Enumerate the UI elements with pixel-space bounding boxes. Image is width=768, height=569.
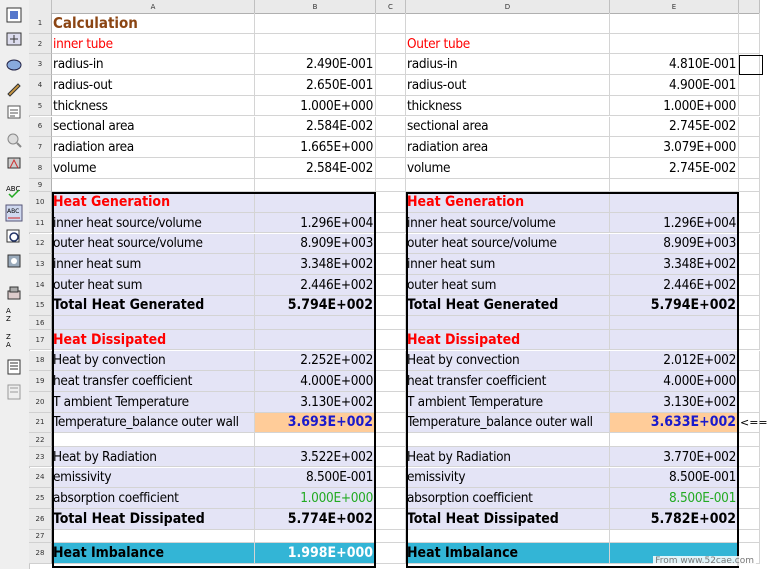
sheet-row-18 bbox=[29, 351, 760, 372]
cell-e19[interactable]: 4.000E+000 bbox=[610, 371, 739, 392]
cell-b25[interactable]: 1.000E+000 bbox=[255, 488, 376, 509]
cell-a6[interactable]: sectional area bbox=[52, 117, 255, 138]
column-header-f[interactable] bbox=[739, 0, 760, 13]
cell-a9[interactable] bbox=[52, 179, 255, 193]
cell-c24[interactable] bbox=[376, 468, 406, 489]
row-header[interactable]: 27 bbox=[29, 530, 52, 544]
sheet-row-22 bbox=[29, 433, 760, 447]
sheet-row-26 bbox=[29, 509, 760, 530]
cell-b4[interactable]: 2.650E-001 bbox=[255, 75, 376, 96]
cell-a8[interactable]: volume bbox=[52, 158, 255, 179]
cell-d20[interactable]: T ambient Temperature bbox=[406, 392, 610, 413]
cell-a25[interactable]: absorption coefficient bbox=[52, 488, 255, 509]
cell-c23[interactable] bbox=[376, 447, 406, 468]
sheet-row-7 bbox=[29, 137, 760, 158]
cell-c27[interactable] bbox=[376, 530, 406, 544]
sheet-row-2 bbox=[29, 34, 760, 55]
cell-b10[interactable] bbox=[255, 192, 376, 213]
cell-a2[interactable]: inner tube bbox=[52, 34, 255, 55]
cell-d5[interactable]: thickness bbox=[406, 96, 610, 117]
cell-e5[interactable]: 1.000E+000 bbox=[610, 96, 739, 117]
svg-text:ABC: ABC bbox=[7, 208, 20, 215]
cell-f27[interactable] bbox=[739, 530, 760, 544]
cell-d11[interactable]: inner heat source/volume bbox=[406, 213, 610, 234]
row-header[interactable]: 15 bbox=[29, 296, 52, 317]
cell-e20[interactable]: 3.130E+002 bbox=[610, 392, 739, 413]
column-header-bar bbox=[29, 0, 760, 14]
cell-b1[interactable] bbox=[255, 13, 376, 34]
sheet-row-19 bbox=[29, 371, 760, 392]
cell-d28[interactable]: Heat Imbalance bbox=[406, 543, 610, 564]
row-header[interactable]: 6 bbox=[29, 117, 52, 138]
cell-c10[interactable] bbox=[376, 192, 406, 213]
cell-f7[interactable] bbox=[739, 137, 760, 158]
draw-icon[interactable] bbox=[4, 79, 24, 97]
cell-f25[interactable] bbox=[739, 488, 760, 509]
cell-c22[interactable] bbox=[376, 433, 406, 447]
cell-b8[interactable]: 2.584E-002 bbox=[255, 158, 376, 179]
cell-a14[interactable]: outer heat sum bbox=[52, 275, 255, 296]
cell-d3[interactable]: radius-in bbox=[406, 54, 610, 75]
row-header[interactable]: 8 bbox=[29, 158, 52, 179]
row-header[interactable]: 24 bbox=[29, 468, 52, 489]
cell-a27[interactable] bbox=[52, 530, 255, 544]
sheet-row-24 bbox=[29, 468, 760, 489]
cell-f11[interactable] bbox=[739, 213, 760, 234]
cell-c3[interactable] bbox=[376, 54, 406, 75]
cell-c12[interactable] bbox=[376, 234, 406, 255]
cell-f26[interactable] bbox=[739, 509, 760, 530]
cell-b15[interactable]: 5.794E+002 bbox=[255, 296, 376, 317]
cell-d12[interactable]: outer heat source/volume bbox=[406, 234, 610, 255]
cell-b17[interactable] bbox=[255, 330, 376, 351]
cell-b26[interactable]: 5.774E+002 bbox=[255, 509, 376, 530]
cell-e6[interactable]: 2.745E-002 bbox=[610, 117, 739, 138]
functions-icon[interactable] bbox=[4, 358, 24, 376]
cell-e2[interactable] bbox=[610, 34, 739, 55]
cell-e12[interactable]: 8.909E+003 bbox=[610, 234, 739, 255]
cell-d6[interactable]: sectional area bbox=[406, 117, 610, 138]
cell-d26[interactable]: Total Heat Dissipated bbox=[406, 509, 610, 530]
active-cell-cursor[interactable] bbox=[739, 55, 763, 75]
cell-e26[interactable]: 5.782E+002 bbox=[610, 509, 739, 530]
column-header-d[interactable]: D bbox=[406, 0, 610, 13]
cell-b13[interactable]: 3.348E+002 bbox=[255, 254, 376, 275]
zoom-icon[interactable] bbox=[4, 30, 24, 48]
cell-a11[interactable]: inner heat source/volume bbox=[52, 213, 255, 234]
cell-a5[interactable]: thickness bbox=[52, 96, 255, 117]
sheet-row-10 bbox=[29, 192, 760, 213]
cell-c9[interactable] bbox=[376, 179, 406, 193]
cell-a7[interactable]: radiation area bbox=[52, 137, 255, 158]
cell-a20[interactable]: T ambient Temperature bbox=[52, 392, 255, 413]
cell-d16[interactable] bbox=[406, 316, 610, 330]
gallery-icon[interactable] bbox=[4, 252, 24, 270]
cell-f20[interactable] bbox=[739, 392, 760, 413]
sheet-row-17 bbox=[29, 330, 760, 351]
cell-f19[interactable] bbox=[739, 371, 760, 392]
svg-text:Z: Z bbox=[6, 315, 11, 323]
cell-c1[interactable] bbox=[376, 13, 406, 34]
row-header[interactable]: 16 bbox=[29, 316, 52, 330]
cell-f4[interactable] bbox=[739, 75, 760, 96]
cell-f12[interactable] bbox=[739, 234, 760, 255]
row-header[interactable]: 28 bbox=[29, 543, 52, 564]
cell-c8[interactable] bbox=[376, 158, 406, 179]
spellcheck-icon[interactable] bbox=[4, 154, 24, 172]
row-header[interactable]: 19 bbox=[29, 371, 52, 392]
chart-icon[interactable] bbox=[4, 383, 24, 401]
cell-b23[interactable]: 3.522E+002 bbox=[255, 447, 376, 468]
find-icon[interactable] bbox=[4, 228, 24, 246]
column-header-e[interactable]: E bbox=[610, 0, 739, 13]
cell-e17[interactable] bbox=[610, 330, 739, 351]
cell-b28[interactable]: 1.998E+000 bbox=[255, 543, 376, 564]
cell-f1[interactable] bbox=[739, 13, 760, 34]
row-header[interactable]: 4 bbox=[29, 75, 52, 96]
cell-e10[interactable] bbox=[610, 192, 739, 213]
cell-c21[interactable] bbox=[376, 413, 406, 434]
watermark: From www.52cae.com bbox=[655, 556, 754, 566]
cell-a3[interactable]: radius-in bbox=[52, 54, 255, 75]
spreadsheet-grid[interactable] bbox=[29, 0, 768, 569]
row-header[interactable]: 11 bbox=[29, 213, 52, 234]
sheet-row-28 bbox=[29, 543, 760, 564]
cell-a18[interactable]: Heat by convection bbox=[52, 351, 255, 372]
cell-d18[interactable]: Heat by convection bbox=[406, 351, 610, 372]
cell-b18[interactable]: 2.252E+002 bbox=[255, 351, 376, 372]
svg-text:A: A bbox=[6, 341, 11, 349]
cell-e18[interactable]: 2.012E+002 bbox=[610, 351, 739, 372]
cell-e24[interactable]: 8.500E-001 bbox=[610, 468, 739, 489]
cell-e1[interactable] bbox=[610, 13, 739, 34]
row-header[interactable]: 13 bbox=[29, 254, 52, 275]
cell-a26[interactable]: Total Heat Dissipated bbox=[52, 509, 255, 530]
cell-b19[interactable]: 4.000E+000 bbox=[255, 371, 376, 392]
cell-f6[interactable] bbox=[739, 117, 760, 138]
cell-e13[interactable]: 3.348E+002 bbox=[610, 254, 739, 275]
cell-e7[interactable]: 3.079E+000 bbox=[610, 137, 739, 158]
shapes-icon[interactable] bbox=[4, 56, 24, 74]
svg-text:Z: Z bbox=[6, 333, 11, 341]
cell-a28[interactable]: Heat Imbalance bbox=[52, 543, 255, 564]
row-header[interactable]: 2 bbox=[29, 34, 52, 55]
cell-a4[interactable]: radius-out bbox=[52, 75, 255, 96]
cell-d8[interactable]: volume bbox=[406, 158, 610, 179]
cell-e8[interactable]: 2.745E-002 bbox=[610, 158, 739, 179]
select-all-corner[interactable] bbox=[29, 0, 52, 13]
cell-d15[interactable]: Total Heat Generated bbox=[406, 296, 610, 317]
cell-b7[interactable]: 1.665E+000 bbox=[255, 137, 376, 158]
arrow-note: <== bbox=[740, 416, 768, 429]
cell-b16[interactable] bbox=[255, 316, 376, 330]
cell-a21[interactable]: Temperature_balance outer wall bbox=[52, 413, 255, 434]
row-header[interactable]: 20 bbox=[29, 392, 52, 413]
cell-d25[interactable]: absorption coefficient bbox=[406, 488, 610, 509]
cell-c26[interactable] bbox=[376, 509, 406, 530]
cell-c15[interactable] bbox=[376, 296, 406, 317]
sheet-row-6 bbox=[29, 117, 760, 138]
cell-f5[interactable] bbox=[739, 96, 760, 117]
cell-d2[interactable]: Outer tube bbox=[406, 34, 610, 55]
cell-c11[interactable] bbox=[376, 213, 406, 234]
cell-d14[interactable]: outer heat sum bbox=[406, 275, 610, 296]
cell-f14[interactable] bbox=[739, 275, 760, 296]
svg-text:ABC: ABC bbox=[6, 185, 21, 193]
sheet-row-11 bbox=[29, 213, 760, 234]
cell-b12[interactable]: 8.909E+003 bbox=[255, 234, 376, 255]
cell-b5[interactable]: 1.000E+000 bbox=[255, 96, 376, 117]
cell-f2[interactable] bbox=[739, 34, 760, 55]
sheet-row-25 bbox=[29, 488, 760, 509]
row-header[interactable]: 22 bbox=[29, 433, 52, 447]
cell-d19[interactable]: heat transfer coefficient bbox=[406, 371, 610, 392]
cell-a10[interactable]: Heat Generation bbox=[52, 192, 255, 213]
row-header[interactable]: 17 bbox=[29, 330, 52, 351]
cell-f8[interactable] bbox=[739, 158, 760, 179]
svg-text:A: A bbox=[6, 307, 11, 315]
cell-d21[interactable]: Temperature_balance outer wall bbox=[406, 413, 610, 434]
cell-e11[interactable]: 1.296E+004 bbox=[610, 213, 739, 234]
cell-e15[interactable]: 5.794E+002 bbox=[610, 296, 739, 317]
column-header-c[interactable]: C bbox=[376, 0, 406, 13]
cell-b20[interactable]: 3.130E+002 bbox=[255, 392, 376, 413]
cell-e21[interactable]: 3.633E+002 bbox=[610, 413, 739, 434]
cell-e27[interactable] bbox=[610, 530, 739, 544]
cell-c2[interactable] bbox=[376, 34, 406, 55]
row-header[interactable]: 21 bbox=[29, 413, 52, 434]
cell-d9[interactable] bbox=[406, 179, 610, 193]
cell-d24[interactable]: emissivity bbox=[406, 468, 610, 489]
cell-d1[interactable] bbox=[406, 13, 610, 34]
row-header[interactable]: 1 bbox=[29, 13, 52, 34]
navigator-icon[interactable] bbox=[4, 6, 24, 24]
cell-e16[interactable] bbox=[610, 316, 739, 330]
cell-e9[interactable] bbox=[610, 179, 739, 193]
row-header[interactable]: 12 bbox=[29, 234, 52, 255]
cell-e3[interactable]: 4.810E-001 bbox=[610, 54, 739, 75]
sheet-row-15 bbox=[29, 296, 760, 317]
sheet-row-1 bbox=[29, 13, 760, 34]
cell-b27[interactable] bbox=[255, 530, 376, 544]
sheet-row-23 bbox=[29, 447, 760, 468]
cell-d13[interactable]: inner heat sum bbox=[406, 254, 610, 275]
row-header[interactable]: 5 bbox=[29, 96, 52, 117]
cell-b6[interactable]: 2.584E-002 bbox=[255, 117, 376, 138]
cell-c6[interactable] bbox=[376, 117, 406, 138]
cell-a24[interactable]: emissivity bbox=[52, 468, 255, 489]
cell-d10[interactable]: Heat Generation bbox=[406, 192, 610, 213]
cell-e25[interactable]: 8.500E-001 bbox=[610, 488, 739, 509]
cell-d4[interactable]: radius-out bbox=[406, 75, 610, 96]
cell-e4[interactable]: 4.900E-001 bbox=[610, 75, 739, 96]
cell-a1[interactable]: Calculation bbox=[52, 13, 255, 34]
sheet-row-3 bbox=[29, 54, 760, 75]
sheet-row-4 bbox=[29, 75, 760, 96]
cell-f13[interactable] bbox=[739, 254, 760, 275]
cell-d22[interactable] bbox=[406, 433, 610, 447]
cell-a16[interactable] bbox=[52, 316, 255, 330]
column-header-a[interactable]: A bbox=[52, 0, 255, 13]
cell-b9[interactable] bbox=[255, 179, 376, 193]
sheet-row-14 bbox=[29, 275, 760, 296]
row-header[interactable]: 10 bbox=[29, 192, 52, 213]
cell-f16[interactable] bbox=[739, 316, 760, 330]
row-header[interactable]: 14 bbox=[29, 275, 52, 296]
cell-c4[interactable] bbox=[376, 75, 406, 96]
cell-c19[interactable] bbox=[376, 371, 406, 392]
cell-d17[interactable]: Heat Dissipated bbox=[406, 330, 610, 351]
cell-e14[interactable]: 2.446E+002 bbox=[610, 275, 739, 296]
cell-b21[interactable]: 3.693E+002 bbox=[255, 413, 376, 434]
cell-a22[interactable] bbox=[52, 433, 255, 447]
cell-b3[interactable]: 2.490E-001 bbox=[255, 54, 376, 75]
row-header[interactable]: 25 bbox=[29, 488, 52, 509]
cell-b2[interactable] bbox=[255, 34, 376, 55]
autocorrect-icon[interactable] bbox=[4, 204, 24, 222]
cell-c25[interactable] bbox=[376, 488, 406, 509]
cell-a23[interactable]: Heat by Radiation bbox=[52, 447, 255, 468]
cell-a15[interactable]: Total Heat Generated bbox=[52, 296, 255, 317]
cell-e23[interactable]: 3.770E+002 bbox=[610, 447, 739, 468]
print-preview-icon[interactable] bbox=[4, 131, 24, 149]
cell-c13[interactable] bbox=[376, 254, 406, 275]
sheet-row-13 bbox=[29, 254, 760, 275]
cell-b24[interactable]: 8.500E-001 bbox=[255, 468, 376, 489]
sheet-row-20 bbox=[29, 392, 760, 413]
sheet-row-21 bbox=[29, 413, 760, 434]
cell-c14[interactable] bbox=[376, 275, 406, 296]
sort-descending-icon[interactable] bbox=[4, 331, 24, 349]
sort-ascending-icon[interactable] bbox=[4, 305, 24, 323]
tools-toolbar bbox=[0, 0, 30, 569]
row-header[interactable]: 18 bbox=[29, 351, 52, 372]
cell-f15[interactable] bbox=[739, 296, 760, 317]
cell-a12[interactable]: outer heat source/volume bbox=[52, 234, 255, 255]
insert-icon[interactable] bbox=[4, 103, 24, 121]
cell-c17[interactable] bbox=[376, 330, 406, 351]
sheet-row-9 bbox=[29, 179, 760, 193]
cell-a19[interactable]: heat transfer coefficient bbox=[52, 371, 255, 392]
cell-c28[interactable] bbox=[376, 543, 406, 564]
sheet-row-27 bbox=[29, 530, 760, 544]
cell-e22[interactable] bbox=[610, 433, 739, 447]
cell-f22[interactable] bbox=[739, 433, 760, 447]
cell-c7[interactable] bbox=[376, 137, 406, 158]
cell-f23[interactable] bbox=[739, 447, 760, 468]
column-header-b[interactable]: B bbox=[255, 0, 376, 13]
autospell-icon[interactable] bbox=[4, 181, 24, 199]
cell-b22[interactable] bbox=[255, 433, 376, 447]
cell-c16[interactable] bbox=[376, 316, 406, 330]
data-pilot-icon[interactable] bbox=[4, 285, 24, 303]
cell-a17[interactable]: Heat Dissipated bbox=[52, 330, 255, 351]
cell-c18[interactable] bbox=[376, 351, 406, 372]
row-header[interactable]: 26 bbox=[29, 509, 52, 530]
row-header[interactable]: 7 bbox=[29, 137, 52, 158]
cell-c5[interactable] bbox=[376, 96, 406, 117]
cell-d27[interactable] bbox=[406, 530, 610, 544]
cell-f24[interactable] bbox=[739, 468, 760, 489]
cell-d23[interactable]: Heat by Radiation bbox=[406, 447, 610, 468]
cell-a13[interactable]: inner heat sum bbox=[52, 254, 255, 275]
cell-f10[interactable] bbox=[739, 192, 760, 213]
row-header[interactable]: 3 bbox=[29, 54, 52, 75]
sheet-row-12 bbox=[29, 234, 760, 255]
sheet-row-5 bbox=[29, 96, 760, 117]
sheet-row-16 bbox=[29, 316, 760, 330]
cell-b14[interactable]: 2.446E+002 bbox=[255, 275, 376, 296]
cell-f17[interactable] bbox=[739, 330, 760, 351]
cell-d7[interactable]: radiation area bbox=[406, 137, 610, 158]
row-header[interactable]: 23 bbox=[29, 447, 52, 468]
cell-b11[interactable]: 1.296E+004 bbox=[255, 213, 376, 234]
row-header[interactable]: 9 bbox=[29, 179, 52, 193]
cell-c20[interactable] bbox=[376, 392, 406, 413]
cell-f18[interactable] bbox=[739, 351, 760, 372]
cell-f9[interactable] bbox=[739, 179, 760, 193]
sheet-row-8 bbox=[29, 158, 760, 179]
